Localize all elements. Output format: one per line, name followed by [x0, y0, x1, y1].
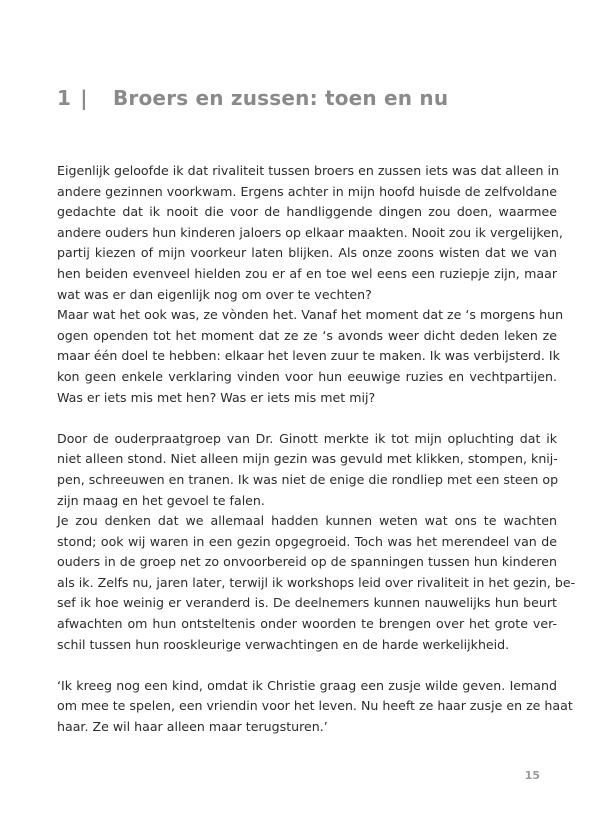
text-line: hen beiden evenveel hielden zou er af en toe wel eens een ruziepje zijn, maar: [57, 265, 557, 281]
text-line: andere ouders hun kinderen jaloers op elkaar maakten. Nooit zou ik vergelijken,: [57, 224, 563, 240]
text-line: Was er iets mis met hen? Was er iets mis met mij?: [57, 389, 376, 405]
text-line: kon geen enkele verklaring vinden voor hun eeuwige ruzies en vechtpartijen.: [57, 368, 557, 384]
text-line: haar. Ze wil haar alleen maar terugsturen.’: [57, 719, 328, 735]
text-line: gedachte dat ik nooit die voor de handliggende dingen zou doen, waarmee: [57, 204, 557, 220]
page-number: 15: [524, 769, 540, 782]
paragraph: [57, 429, 557, 511]
text-line: als ik. Zelfs nu, jaren later, terwijl ik workshops leid over rivaliteit in het gezin, be-: [57, 574, 576, 590]
text-line: Je zou denken dat we allemaal hadden kunnen weten wat ons te wachten: [57, 513, 557, 529]
text-line: partij kiezen of mijn voorkeur laten blijken. Als onze zoons wisten dat we van: [57, 245, 557, 261]
text-line: Maar wat het ook was, ze vònden het. Vanaf het moment dat ze ‘s morgens hun: [57, 307, 564, 323]
text-line: om mee te spelen, een vriendin voor het leven. Nu heeft ze haar zusje en ze haat: [57, 698, 573, 714]
paragraph: [57, 161, 563, 305]
text-line: maar één doel te hebben: elkaar het leven zuur te maken. Ik was verbijsterd. Ik: [57, 348, 560, 364]
text-line: andere gezinnen voorkwam. Ergens achter in mijn hoofd huisde de zelfvoldane: [57, 183, 557, 199]
text-line: Door de ouderpraatgroep van Dr. Ginott merkte ik tot mijn opluchting dat ik: [57, 430, 557, 446]
text-line: sef ik hoe weinig er veranderd is. De deelnemers kunnen nauwelijks hun beurt: [57, 595, 557, 611]
chapter-number: 1: [57, 86, 72, 110]
text-line: ouders in de groep net zo onvoorbereid op de spanningen tussen hun kinderen: [57, 554, 557, 570]
text-line: schil tussen hun rooskleurige verwachtingen en de harde werkelijkheid.: [57, 636, 510, 652]
chapter-heading: [57, 86, 448, 110]
text-line: stond; ook wij waren in een gezin opgegroeid. Toch was het merendeel van de: [57, 533, 557, 549]
paragraph: [57, 305, 564, 408]
text-line: Eigenlijk geloofde ik dat rivaliteit tussen broers en zussen iets was dat alleen in: [57, 163, 559, 178]
paragraph: [57, 511, 576, 655]
chapter-separator: |: [80, 86, 88, 110]
text-line: wat was er dan eigenlijk nog om over te vechten?: [57, 286, 372, 302]
paragraph: [57, 676, 573, 738]
paragraph-gap: [57, 655, 557, 676]
paragraph-gap: [57, 408, 557, 429]
text-line: pen, schreeuwen en tranen. Ik was niet de enige die rondliep met een steen op: [57, 471, 559, 487]
text-line: niet alleen stond. Niet alleen mijn gezin was gevuld met klikken, stompen, knij-: [57, 451, 558, 467]
text-line: ogen openden tot het moment dat ze ze ‘s avonds weer dicht deden leken ze: [57, 327, 557, 343]
text-line: afwachten om hun ontsteltenis onder woorden te brengen over het grote ver-: [57, 616, 557, 632]
text-line: zijn maag en het gevoel te falen.: [57, 492, 265, 508]
text-line: ‘Ik kreeg nog een kind, omdat ik Christie graag een zusje wilde geven. Iemand: [57, 677, 557, 693]
chapter-title: Broers en zussen: toen en nu: [112, 86, 449, 110]
body-text: [57, 161, 576, 738]
